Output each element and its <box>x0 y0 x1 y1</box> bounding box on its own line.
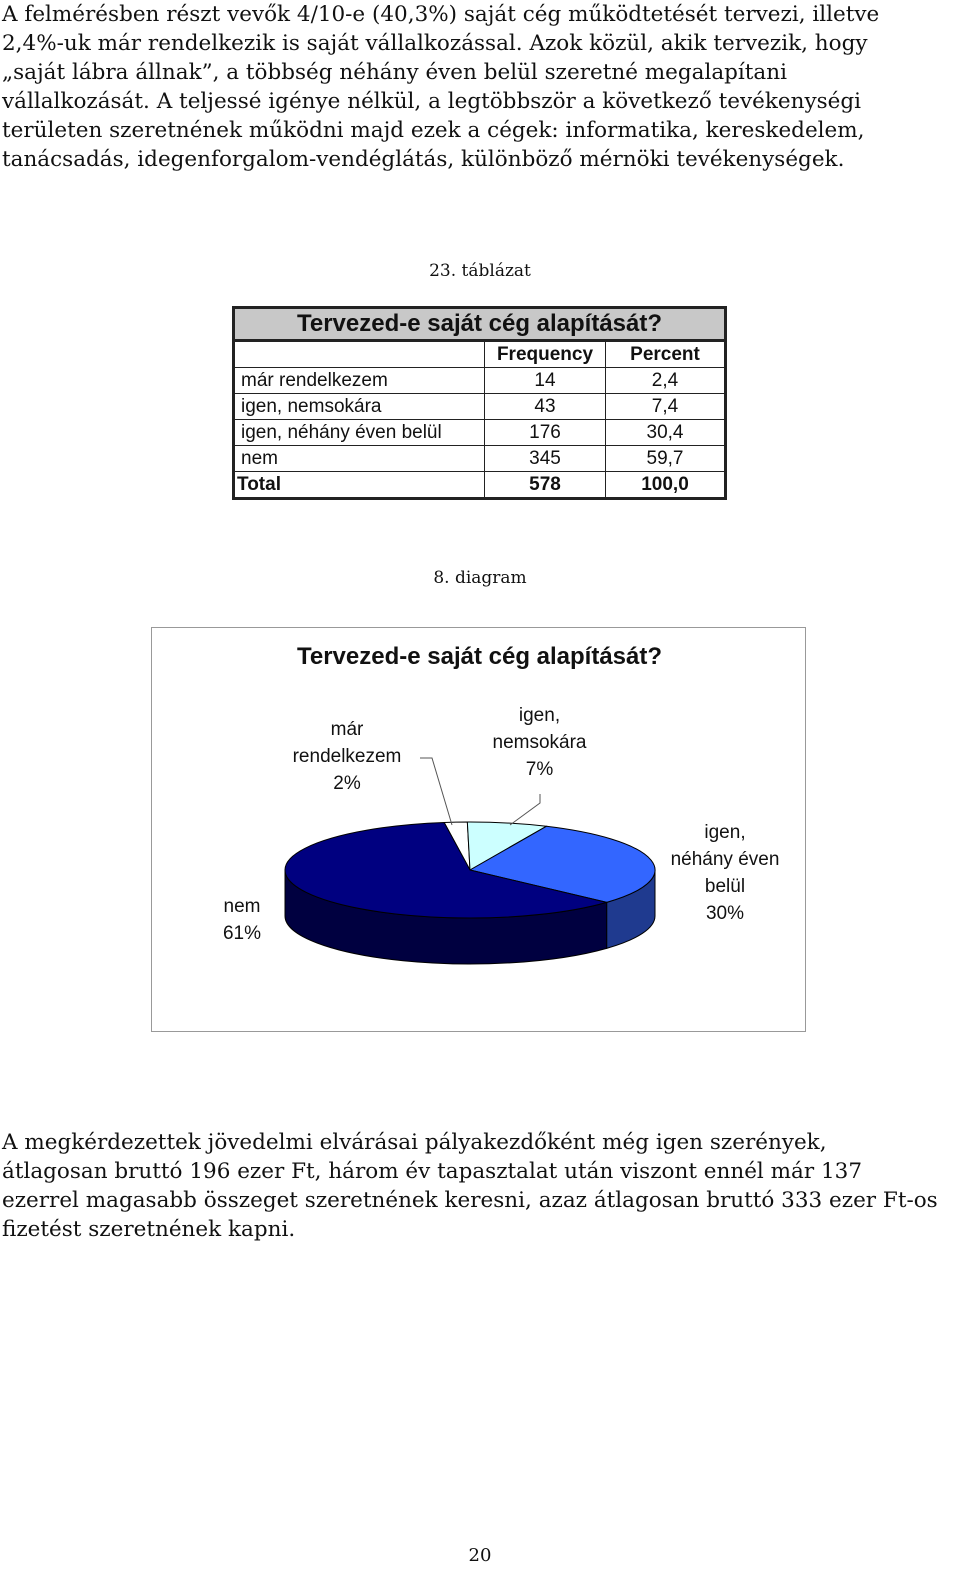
table-row <box>234 368 726 394</box>
total-frequency: 578 <box>485 472 606 499</box>
label-text: igen, <box>704 822 746 843</box>
label-text: már <box>330 719 364 740</box>
table-caption: 23. táblázat <box>429 261 531 281</box>
row-percent: 59,7 <box>606 446 726 472</box>
label-mar-rendelkezem <box>282 716 412 797</box>
row-frequency: 176 <box>485 420 606 446</box>
total-row <box>234 472 726 499</box>
row-percent: 7,4 <box>606 394 726 420</box>
leader-line-mar-rendelkezem <box>420 758 452 825</box>
label-text: néhány éven <box>670 849 780 870</box>
frequency-table <box>232 306 727 500</box>
label-nehany-even-belul <box>660 819 790 927</box>
outro-paragraph <box>2 1128 958 1244</box>
label-nemsokara <box>477 702 602 783</box>
label-text: belül <box>704 876 746 897</box>
chart-caption: 8. diagram <box>433 568 527 588</box>
row-label: már rendelkezem <box>234 368 485 394</box>
table-row <box>234 394 726 420</box>
intro-line: „saját lábra állnak”, a többség néhány éven belül szeretné megalapítani <box>2 60 787 85</box>
label-text: nem <box>223 896 261 917</box>
label-nem <box>197 893 287 947</box>
intro-line: területen szeretnének működni majd ezek a cégek: informatika, kereskedelem, <box>2 118 865 143</box>
table-row <box>234 420 726 446</box>
label-text: igen, <box>518 705 561 726</box>
outro-line: A megkérdezettek jövedelmi elvárásai pályakezdőként még igen szerények, <box>2 1130 827 1155</box>
header-percent: Percent <box>606 341 726 368</box>
row-percent: 2,4 <box>606 368 726 394</box>
pie-chart <box>151 627 806 1032</box>
total-label: Total <box>234 472 485 499</box>
row-label: igen, nemsokára <box>234 394 485 420</box>
label-text: 2% <box>333 773 361 794</box>
outro-line: átlagosan bruttó 196 ezer Ft, három év tapasztalat után viszont ennél már 137 <box>2 1159 862 1184</box>
table-title: Tervezed-e saját cég alapítását? <box>234 308 726 341</box>
row-label: nem <box>234 446 485 472</box>
chart-title: Tervezed-e saját cég alapítását? <box>296 643 663 670</box>
label-text: 61% <box>222 923 262 944</box>
header-frequency: Frequency <box>485 341 606 368</box>
row-percent: 30,4 <box>606 420 726 446</box>
label-text: rendelkezem <box>292 746 402 767</box>
row-frequency: 14 <box>485 368 606 394</box>
header-cell <box>234 341 485 368</box>
total-percent: 100,0 <box>606 472 726 499</box>
label-text: nemsokára <box>492 732 587 753</box>
table-row <box>234 446 726 472</box>
intro-line: vállalkozását. A teljessé igénye nélkül, a legtöbbször a következő tevékenységi <box>2 89 861 114</box>
row-label: igen, néhány éven belül <box>234 420 485 446</box>
intro-paragraph <box>2 0 958 174</box>
leader-line-nemsokara <box>510 794 540 825</box>
outro-line: ezerrel magasabb összeget szeretnének keresni, azaz átlagosan bruttó 333 ezer Ft-os <box>2 1188 938 1213</box>
intro-line: tanácsadás, idegenforgalom-vendéglátás, különböző mérnöki tevékenységek. <box>2 147 845 172</box>
intro-line: A felmérésben részt vevők 4/10-e (40,3%) saját cég működtetését tervezi, illetve <box>2 2 880 27</box>
intro-line: 2,4%-uk már rendelkezik is saját vállalkozással. Azok közül, akik tervezik, hogy <box>2 31 868 56</box>
label-text: 30% <box>705 903 745 924</box>
page-number: 20 <box>468 1545 492 1566</box>
label-text: 7% <box>525 759 554 780</box>
row-frequency: 345 <box>485 446 606 472</box>
outro-line: fizetést szeretnének kapni. <box>2 1217 296 1242</box>
row-frequency: 43 <box>485 394 606 420</box>
